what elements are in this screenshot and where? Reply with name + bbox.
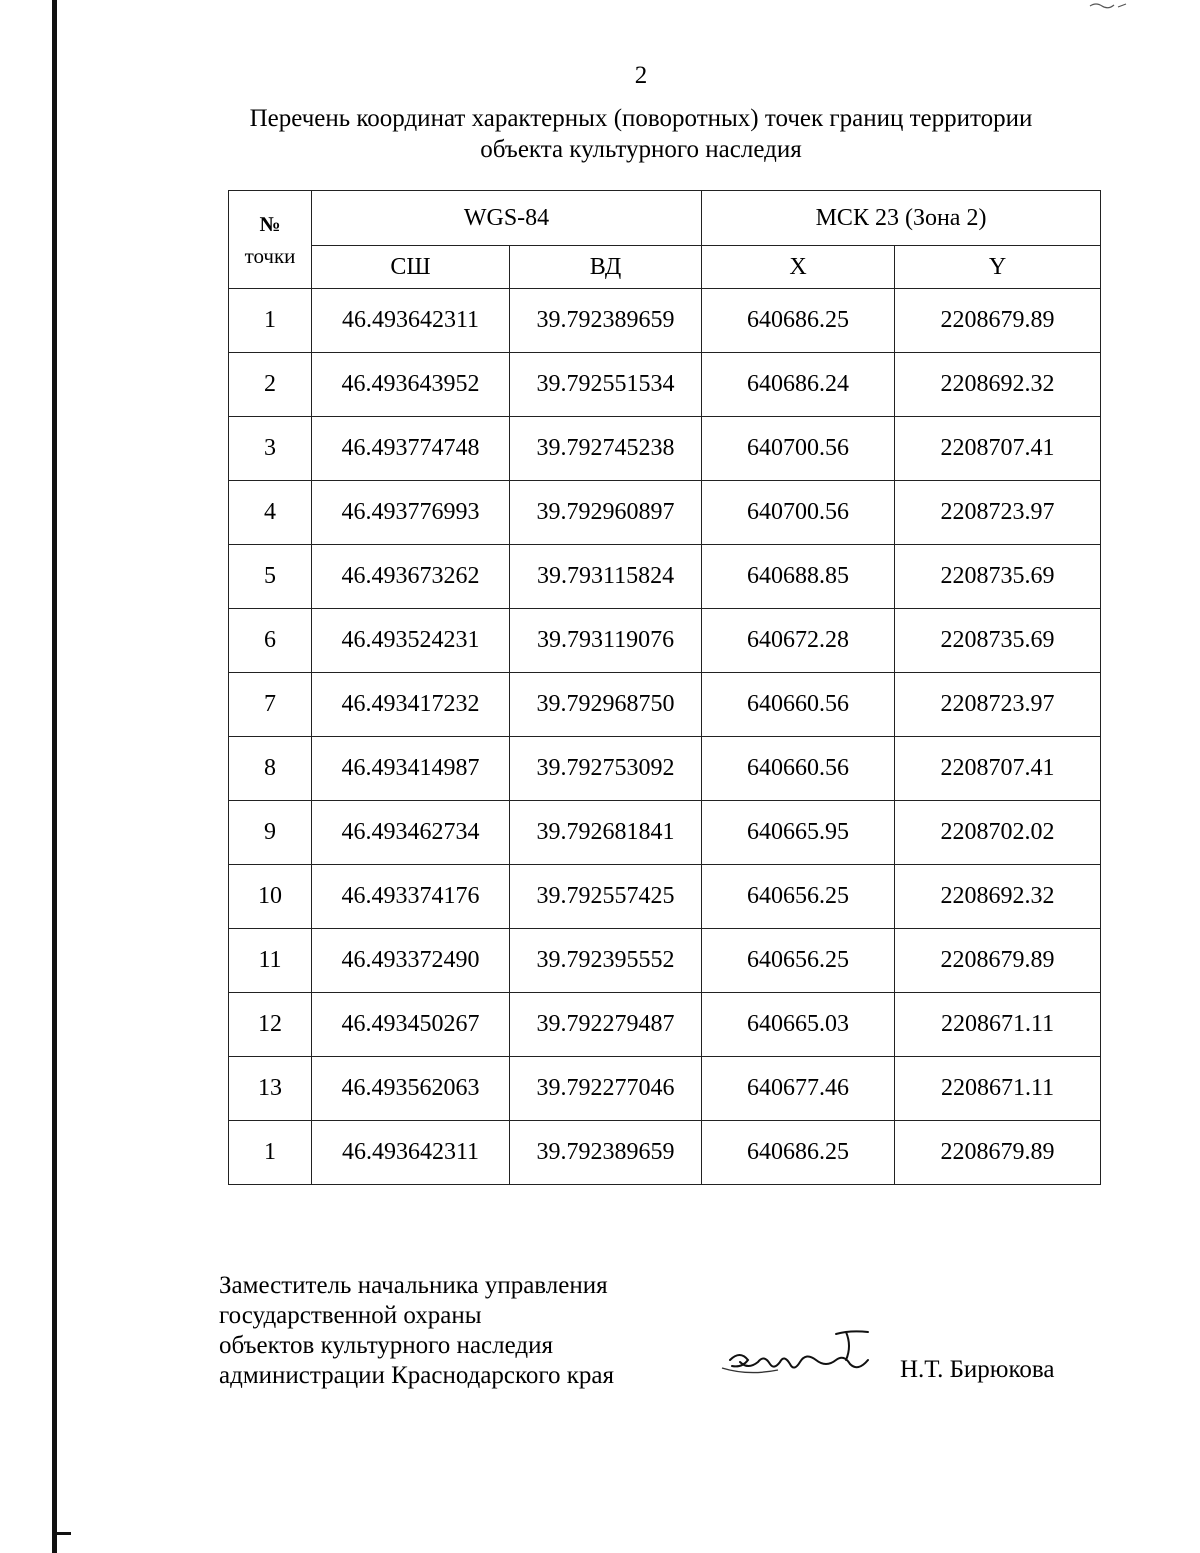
x-cell: 640656.25 — [702, 929, 895, 993]
position-line-2: государственной охраны — [219, 1302, 482, 1329]
point-word: точки — [244, 243, 296, 268]
point-number-header — [229, 191, 312, 289]
point-number-cell: 11 — [229, 929, 312, 993]
y-cell: 2208679.89 — [895, 289, 1101, 353]
point-number-cell: 7 — [229, 673, 312, 737]
point-number-cell: 8 — [229, 737, 312, 801]
latitude-cell: 46.493776993 — [312, 481, 510, 545]
corner-scribble-mark — [1088, 0, 1128, 10]
table-row — [229, 545, 1101, 609]
page-number: 2 — [634, 62, 648, 89]
latitude-cell: 46.493524231 — [312, 609, 510, 673]
table-row — [229, 353, 1101, 417]
y-cell: 2208671.11 — [895, 1057, 1101, 1121]
latitude-cell: 46.493414987 — [312, 737, 510, 801]
number-sign: № — [259, 211, 281, 236]
point-number-cell: 1 — [229, 289, 312, 353]
binding-corner-mark — [57, 1532, 71, 1535]
point-number-cell: 13 — [229, 1057, 312, 1121]
y-cell: 2208702.02 — [895, 801, 1101, 865]
x-cell: 640700.56 — [702, 481, 895, 545]
y-cell: 2208723.97 — [895, 673, 1101, 737]
longitude-cell: 39.792389659 — [510, 1121, 702, 1185]
table-row — [229, 289, 1101, 353]
longitude-cell: 39.792681841 — [510, 801, 702, 865]
y-cell: 2208723.97 — [895, 481, 1101, 545]
table-row — [229, 993, 1101, 1057]
latitude-cell: 46.493417232 — [312, 673, 510, 737]
point-number-cell: 4 — [229, 481, 312, 545]
point-number-cell: 1 — [229, 1121, 312, 1185]
latitude-cell: 46.493643952 — [312, 353, 510, 417]
signer-name: Н.Т. Бирюкова — [900, 1356, 1055, 1383]
title-line-1: Перечень координат характерных (поворотных) точек границ территории — [249, 105, 1033, 132]
y-cell: 2208679.89 — [895, 1121, 1101, 1185]
x-cell: 640660.56 — [702, 737, 895, 801]
longitude-cell: 39.792968750 — [510, 673, 702, 737]
x-cell: 640665.03 — [702, 993, 895, 1057]
y-cell: 2208707.41 — [895, 417, 1101, 481]
x-cell: 640665.95 — [702, 801, 895, 865]
signer-position — [219, 1271, 614, 1391]
y-cell: 2208707.41 — [895, 737, 1101, 801]
latitude-cell: 46.493462734 — [312, 801, 510, 865]
y-cell: 2208671.11 — [895, 993, 1101, 1057]
latitude-header: СШ — [312, 246, 510, 289]
table-row — [229, 673, 1101, 737]
table-row — [229, 481, 1101, 545]
latitude-cell: 46.493374176 — [312, 865, 510, 929]
table-row — [229, 737, 1101, 801]
x-cell: 640686.24 — [702, 353, 895, 417]
longitude-cell: 39.792745238 — [510, 417, 702, 481]
table-row — [229, 801, 1101, 865]
table-row — [229, 1121, 1101, 1185]
binding-edge-line — [52, 0, 57, 1553]
longitude-cell: 39.793115824 — [510, 545, 702, 609]
coordinates-table-body — [229, 289, 1101, 1185]
latitude-cell: 46.493562063 — [312, 1057, 510, 1121]
x-cell: 640686.25 — [702, 289, 895, 353]
msk23-header: МСК 23 (Зона 2) — [702, 191, 1101, 246]
x-cell: 640688.85 — [702, 545, 895, 609]
longitude-header: ВД — [510, 246, 702, 289]
table-row — [229, 609, 1101, 673]
latitude-cell: 46.493450267 — [312, 993, 510, 1057]
position-line-3: объектов культурного наследия — [219, 1332, 553, 1359]
x-cell: 640677.46 — [702, 1057, 895, 1121]
longitude-cell: 39.792960897 — [510, 481, 702, 545]
table-row — [229, 417, 1101, 481]
latitude-cell: 46.493642311 — [312, 1121, 510, 1185]
longitude-cell: 39.793119076 — [510, 609, 702, 673]
coordinates-table — [228, 190, 1101, 1185]
x-cell: 640660.56 — [702, 673, 895, 737]
point-number-cell: 9 — [229, 801, 312, 865]
table-row — [229, 929, 1101, 993]
y-cell: 2208735.69 — [895, 545, 1101, 609]
y-cell: 2208692.32 — [895, 865, 1101, 929]
point-number-cell: 6 — [229, 609, 312, 673]
x-cell: 640656.25 — [702, 865, 895, 929]
wgs84-header: WGS-84 — [312, 191, 702, 246]
x-cell: 640686.25 — [702, 1121, 895, 1185]
longitude-cell: 39.792551534 — [510, 353, 702, 417]
y-cell: 2208735.69 — [895, 609, 1101, 673]
latitude-cell: 46.493774748 — [312, 417, 510, 481]
position-line-1: Заместитель начальника управления — [219, 1272, 608, 1299]
y-cell: 2208679.89 — [895, 929, 1101, 993]
longitude-cell: 39.792277046 — [510, 1057, 702, 1121]
longitude-cell: 39.792557425 — [510, 865, 702, 929]
longitude-cell: 39.792279487 — [510, 993, 702, 1057]
y-cell: 2208692.32 — [895, 353, 1101, 417]
latitude-cell: 46.493673262 — [312, 545, 510, 609]
table-row — [229, 865, 1101, 929]
longitude-cell: 39.792395552 — [510, 929, 702, 993]
position-line-4: администрации Краснодарского края — [219, 1362, 615, 1389]
x-cell: 640700.56 — [702, 417, 895, 481]
latitude-cell: 46.493372490 — [312, 929, 510, 993]
y-header: Y — [895, 246, 1101, 289]
latitude-cell: 46.493642311 — [312, 289, 510, 353]
point-number-cell: 3 — [229, 417, 312, 481]
x-cell: 640672.28 — [702, 609, 895, 673]
longitude-cell: 39.792753092 — [510, 737, 702, 801]
point-number-cell: 10 — [229, 865, 312, 929]
document-title — [0, 103, 1200, 165]
handwritten-signature — [718, 1324, 888, 1394]
table-row — [229, 1057, 1101, 1121]
point-number-cell: 2 — [229, 353, 312, 417]
longitude-cell: 39.792389659 — [510, 289, 702, 353]
x-header: X — [702, 246, 895, 289]
title-line-2: объекта культурного наследия — [480, 136, 802, 163]
point-number-cell: 12 — [229, 993, 312, 1057]
point-number-cell: 5 — [229, 545, 312, 609]
